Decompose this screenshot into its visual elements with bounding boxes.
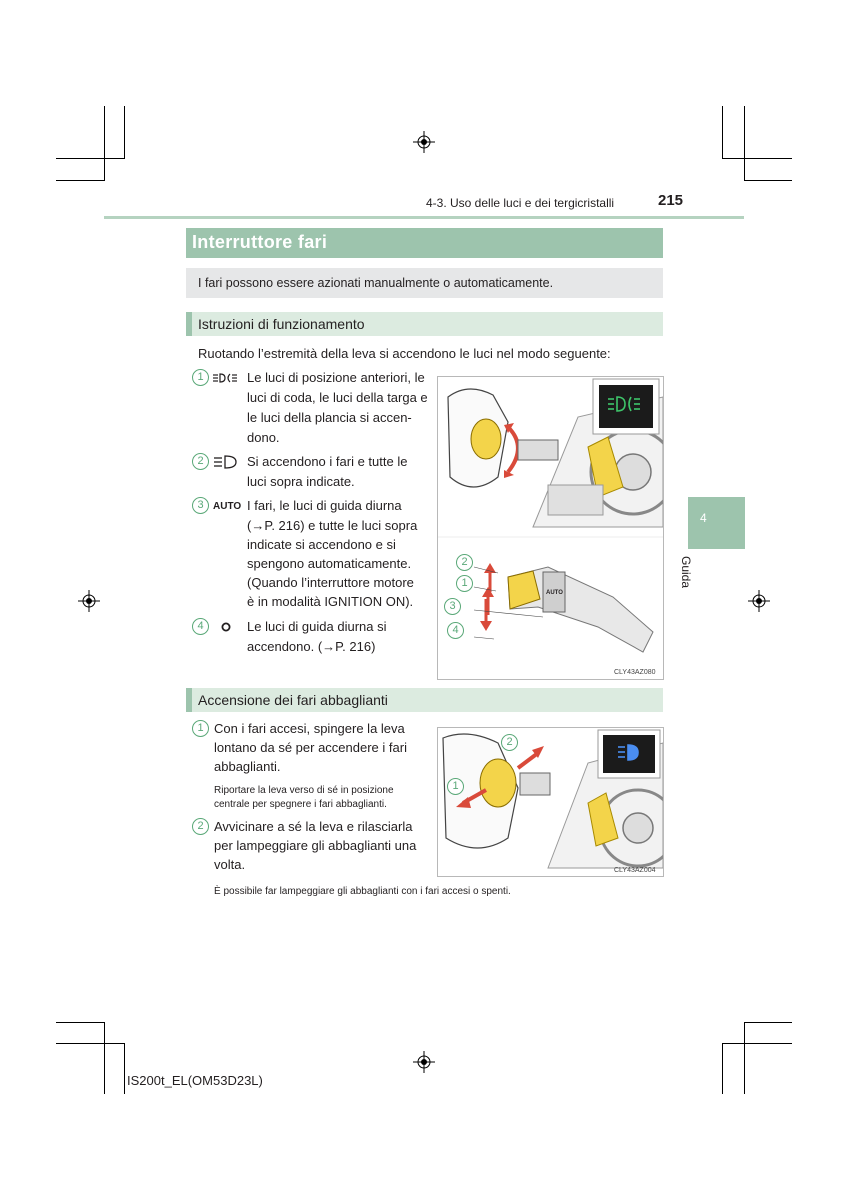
heading-accent [186,312,192,336]
step-text-line: I fari, le luci di guida diurna [247,498,402,513]
section-heading: Accensione dei fari abbaglianti [198,692,388,708]
step-text-line: abbaglianti. [214,759,281,774]
section-heading: Istruzioni di funzionamento [198,316,365,332]
figure-callout: 3 [444,598,461,615]
note-line: Riportare la leva verso di sé in posizione [214,785,394,796]
step-text-line: dono. [247,430,280,445]
drl-icon [220,621,232,633]
switch-auto-label: AUTO [546,590,563,596]
chapter-tab [688,497,745,549]
crop-mark [744,180,792,181]
step-number: 1 [192,369,209,386]
figure-callout: 2 [456,554,473,571]
figure-callout: 4 [447,622,464,639]
crop-mark [56,1022,105,1023]
intro-text: I fari possono essere azionati manualmente o automaticamente. [198,276,554,290]
crop-mark [104,1022,105,1094]
step-number: 4 [192,618,209,635]
step-text-line: volta. [214,857,246,872]
heading-accent [186,688,192,712]
section-lead: Ruotando l’estremità della leva si accendono le luci nel modo seguente: [198,346,611,361]
crop-mark [124,106,125,159]
crop-mark [744,1022,792,1023]
crop-mark [722,158,792,159]
step-text-line: (→P. 216) e tutte le luci sopra [247,518,418,533]
headlight-icon [212,455,238,469]
high-beam-figure [437,727,664,877]
step-text-line: per lampeggiare gli abbaglianti una [214,838,417,853]
step-text-line: Le luci di guida diurna si [247,619,387,634]
section-heading-bar [186,688,663,712]
intro-box [186,268,663,298]
chapter-number: 4 [700,511,707,525]
header-divider [104,216,744,219]
note-line: centrale per spegnere i fari abbaglianti. [214,799,387,810]
step-text-line: indicate si accendono e si [247,537,396,552]
footer-code: IS200t_EL(OM53D23L) [127,1073,263,1088]
registration-mark-icon [413,131,435,153]
page-title: Interruttore fari [192,232,328,252]
figure-callout: 2 [501,734,518,751]
step-text-line: Avvicinare a sé la leva e rilasciarla [214,819,413,834]
crop-mark [744,1022,745,1094]
registration-mark-icon [413,1051,435,1073]
step-text-line: lontano da sé per accendere i fari [214,740,407,755]
step-text-line: Le luci di posizione anteriori, le [247,370,425,385]
chapter-label: Guida [679,556,693,589]
step-text-line: è in modalità IGNITION ON). [247,594,414,609]
headlight-switch-figure [437,376,664,680]
figure-code: CLY43AZ080 [614,669,656,676]
step-text-line: spengono automaticamente. [247,556,412,571]
crop-mark [104,106,105,181]
registration-mark-icon [748,590,770,612]
step-number: 3 [192,497,209,514]
crop-mark [56,1043,125,1044]
step-text-line: le luci della plancia si accen- [247,410,412,425]
figure-callout: 1 [447,778,464,795]
figure-illustration [438,377,663,679]
crop-mark [56,180,105,181]
auto-symbol: AUTO [213,501,242,512]
parking-lights-icon [212,372,238,384]
crop-mark [56,158,125,159]
crop-mark [722,106,723,159]
figure-illustration [438,728,663,876]
section-heading-bar [186,312,663,336]
step-text-line: Si accendono i fari e tutte le [247,454,408,469]
step-text-line: luci di coda, le luci della targa e [247,390,428,405]
step-text-line: luci sopra indicate. [247,474,355,489]
step-number: 2 [192,453,209,470]
header-section-title: 4-3. Uso delle luci e dei tergicristalli [426,196,615,210]
page-number: 215 [658,192,684,209]
step-text-line: Con i fari accesi, spingere la leva [214,721,405,736]
crop-mark [722,1043,792,1044]
step-number: 2 [192,818,209,835]
registration-mark-icon [78,590,100,612]
footnote: È possibile far lampeggiare gli abbaglianti con i fari accesi o spenti. [214,886,511,897]
step-number: 1 [192,720,209,737]
figure-callout: 1 [456,575,473,592]
figure-code: CLY43AZ004 [614,867,656,874]
page-title-bar [186,228,663,258]
crop-mark [744,106,745,181]
step-text-line: (Quando l’interruttore motore [247,575,414,590]
crop-mark [722,1043,723,1094]
step-text-line: accendono. (→P. 216) [247,639,376,654]
crop-mark [124,1043,125,1094]
